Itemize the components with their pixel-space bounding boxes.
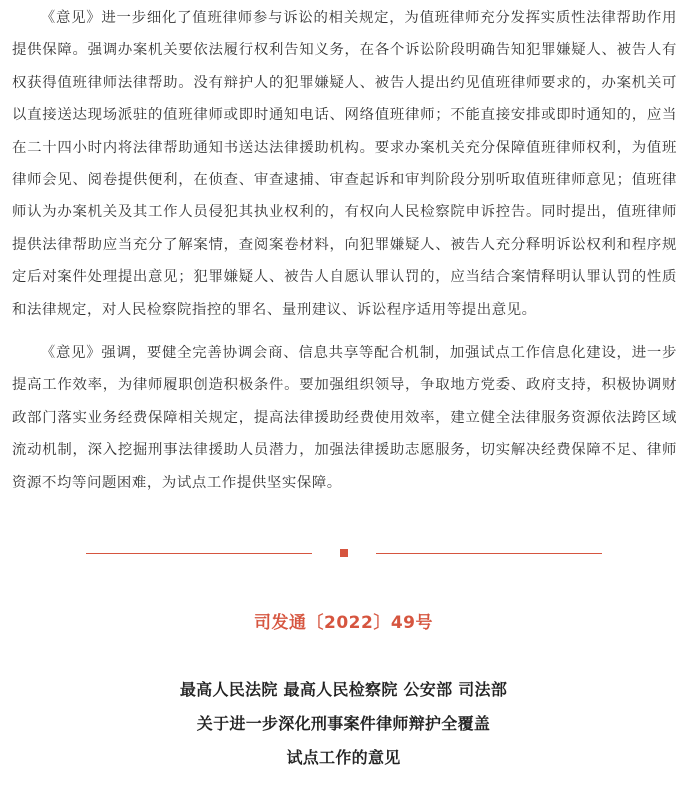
divider-square-icon [340, 549, 348, 557]
divider-line-left [86, 553, 312, 554]
article-paragraph-1: 《意见》进一步细化了值班律师参与诉讼的相关规定，为值班律师充分发挥实质性法律帮助作用提供保障。强调办案机关要依法履行权利告知义务，在各个诉讼阶段明确告知犯罪嫌疑人、被告人有权获得值班律师法律帮助。没有辩护人的犯罪嫌疑人、被告人提出约见值班律师要求的，办案机关可以直接送达现场派驻的值班律师或即时通知电话、网络值班律师；不能直接安排或即时通知的，应当在二十四小时内将法律帮助通知书送达法律援助机构。要求办案机关充分保障值班律师权利，为值班律师会见、阅卷提供便利，在侦查、审查逮捕、审查起诉和审判阶段分别听取值班律师意见；值班律师认为办案机关及其工作人员侵犯其执业权利的，有权向人民检察院申诉控告。同时提出，值班律师提供法律帮助应当充分了解案情，查阅案卷材料，向犯罪嫌疑人、被告人充分释明诉讼权利和程序规定后对案件处理提出意见；犯罪嫌疑人、被告人自愿认罪认罚的，应当结合案情释明认罪认罚的性质和法律规定，对人民检察院指控的罪名、量刑建议、诉讼程序适用等提出意见。 [12, 10, 677, 318]
article-paragraph-2: 《意见》强调，要健全完善协调会商、信息共享等配合机制，加强试点工作信息化建设，进一步提高工作效率，为律师履职创造积极条件。要加强组织领导，争取地方党委、政府支持，积极协调财政部门落实业务经费保障相关规定，提高法律援助经费使用效率，建立健全法律服务资源依法跨区域流动机制，深入挖掘刑事法律援助人员潜力，加强法律援助志愿服务，切实解决经费保障不足、律师资源不均等问题困难，为试点工作提供坚实保障。 [12, 345, 677, 491]
document-title-line-1: 关于进一步深化刑事案件律师辩护全覆盖 [196, 714, 491, 733]
document-number: 司发通〔2022〕49号 [254, 613, 433, 633]
divider-line-right [376, 553, 602, 554]
document-title-line-2: 试点工作的意见 [286, 748, 401, 767]
section-divider [86, 544, 602, 562]
issuing-authorities: 最高人民法院 最高人民检察院 公安部 司法部 [179, 680, 508, 699]
